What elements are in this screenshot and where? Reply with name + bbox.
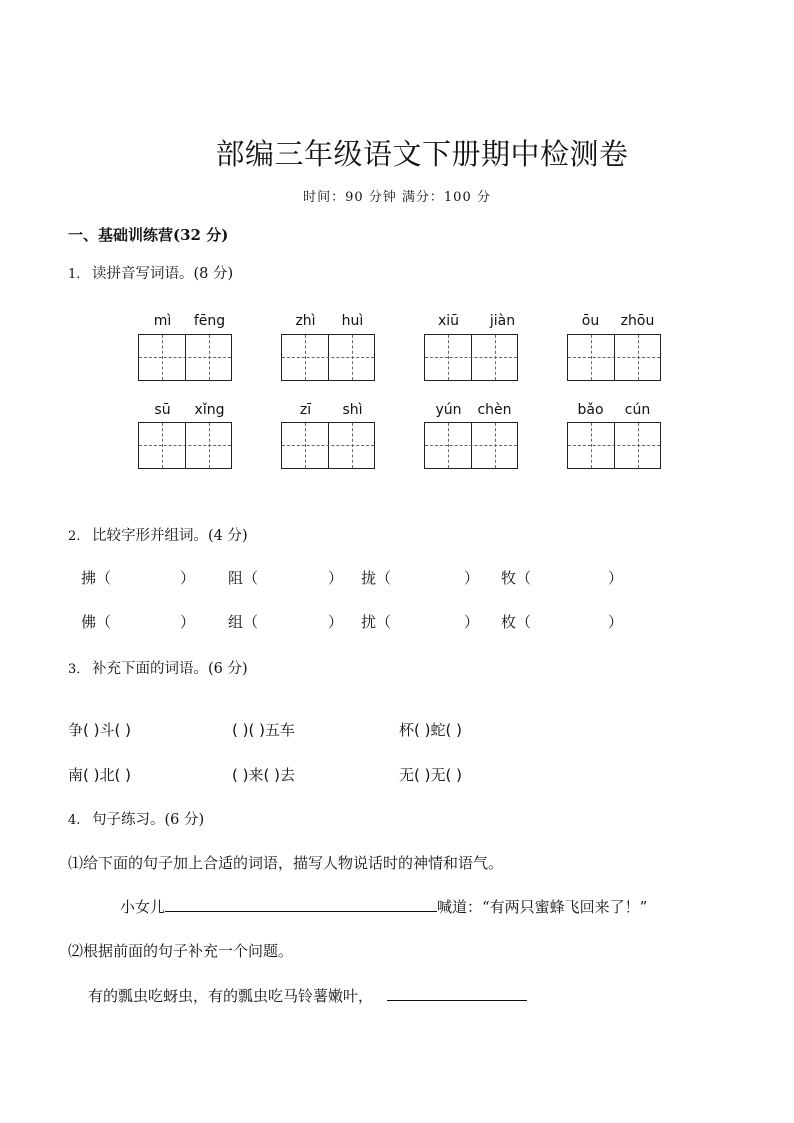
- subquestion-4-1: ⑴给下面的句子加上合适的词语，描写人物说话时的神情和语气。: [68, 854, 504, 872]
- pinyin-label: zī: [299, 402, 312, 418]
- pinyin-label: sū: [154, 402, 171, 418]
- pinyin-label: bǎo: [577, 402, 604, 418]
- pinyin-label: huì: [341, 313, 364, 329]
- page-title: 部编三年级语文下册期中检测卷: [215, 137, 629, 171]
- question-text: 句子练习。(6 分): [92, 812, 205, 828]
- question-1: [68, 262, 233, 283]
- compare-blank-close[interactable]: ）: [328, 613, 344, 631]
- compare-blank-close[interactable]: ）: [608, 613, 624, 631]
- question-text: 比较字形并组词。(4 分): [92, 528, 248, 544]
- pinyin-label: cún: [624, 402, 651, 418]
- pinyin-label: shì: [342, 402, 363, 418]
- sentence-line-2: [88, 985, 527, 1006]
- sentence-text: 有的瓢虫吃蚜虫，有的瓢虫吃马铃薯嫩叶，: [88, 987, 374, 1005]
- section-heading-basics: 一、基础训练营(32 分): [68, 226, 229, 244]
- writing-grid[interactable]: [424, 334, 518, 381]
- compare-blank-close[interactable]: ）: [464, 613, 480, 631]
- question-number: 3．: [68, 662, 90, 677]
- exam-info: 时间：90 分钟 满分：100 分: [303, 190, 491, 205]
- writing-grid[interactable]: [281, 334, 375, 381]
- sentence-suffix: 喊道：“有两只蜜蜂飞回来了！”: [437, 898, 648, 916]
- compare-item: 佛（: [81, 613, 112, 631]
- question-4: [68, 808, 204, 829]
- question-number: 1.: [68, 267, 81, 282]
- pinyin-label: yún: [435, 402, 462, 418]
- compare-item: 扰（: [361, 613, 392, 631]
- pinyin-label: chèn: [477, 402, 512, 418]
- question-number: 2.: [68, 529, 81, 544]
- pinyin-label: mì: [153, 313, 172, 329]
- question-3: [68, 657, 248, 678]
- pinyin-label: xǐng: [194, 402, 225, 418]
- answer-blank[interactable]: [387, 986, 527, 1001]
- compare-item: 阻（: [228, 569, 259, 587]
- compare-blank-close[interactable]: ）: [328, 569, 344, 587]
- question-2: [68, 524, 248, 545]
- answer-blank[interactable]: [165, 897, 437, 912]
- compare-item: 拢（: [361, 569, 392, 587]
- idiom-fill-item[interactable]: 南( )北( ): [68, 766, 131, 784]
- question-text: 读拼音写词语。(8 分): [92, 266, 234, 282]
- compare-item: 拂（: [81, 569, 112, 587]
- compare-blank-close[interactable]: ）: [180, 613, 196, 631]
- writing-grid[interactable]: [567, 422, 661, 469]
- compare-blank-close[interactable]: ）: [464, 569, 480, 587]
- question-text: 补充下面的词语。(6 分): [92, 661, 248, 677]
- idiom-fill-item[interactable]: 争( )斗( ): [68, 721, 131, 739]
- idiom-fill-item[interactable]: 杯( )蛇( ): [399, 721, 462, 739]
- pinyin-label: jiàn: [489, 313, 516, 329]
- pinyin-label: fēng: [193, 313, 226, 329]
- pinyin-label: zhì: [295, 313, 316, 329]
- writing-grid[interactable]: [138, 422, 232, 469]
- writing-grid[interactable]: [567, 334, 661, 381]
- idiom-fill-item[interactable]: ( )( )五车: [232, 721, 295, 739]
- compare-blank-close[interactable]: ）: [608, 569, 624, 587]
- idiom-fill-item[interactable]: 无( )无( ): [399, 766, 462, 784]
- pinyin-label: xiū: [437, 313, 460, 329]
- subquestion-4-2: ⑵根据前面的句子补充一个问题。: [68, 942, 294, 960]
- writing-grid[interactable]: [281, 422, 375, 469]
- idiom-fill-item[interactable]: ( )来( )去: [232, 766, 295, 784]
- sentence-prefix: 小女儿: [120, 898, 166, 916]
- writing-grid[interactable]: [138, 334, 232, 381]
- pinyin-label: ōu: [581, 313, 600, 329]
- question-number: 4.: [68, 813, 81, 828]
- sentence-line-1: [120, 896, 647, 917]
- compare-item: 组（: [228, 613, 259, 631]
- writing-grid[interactable]: [424, 422, 518, 469]
- compare-blank-close[interactable]: ）: [180, 569, 196, 587]
- compare-item: 牧（: [501, 569, 532, 587]
- pinyin-label: zhōu: [620, 313, 655, 329]
- compare-item: 枚（: [501, 613, 532, 631]
